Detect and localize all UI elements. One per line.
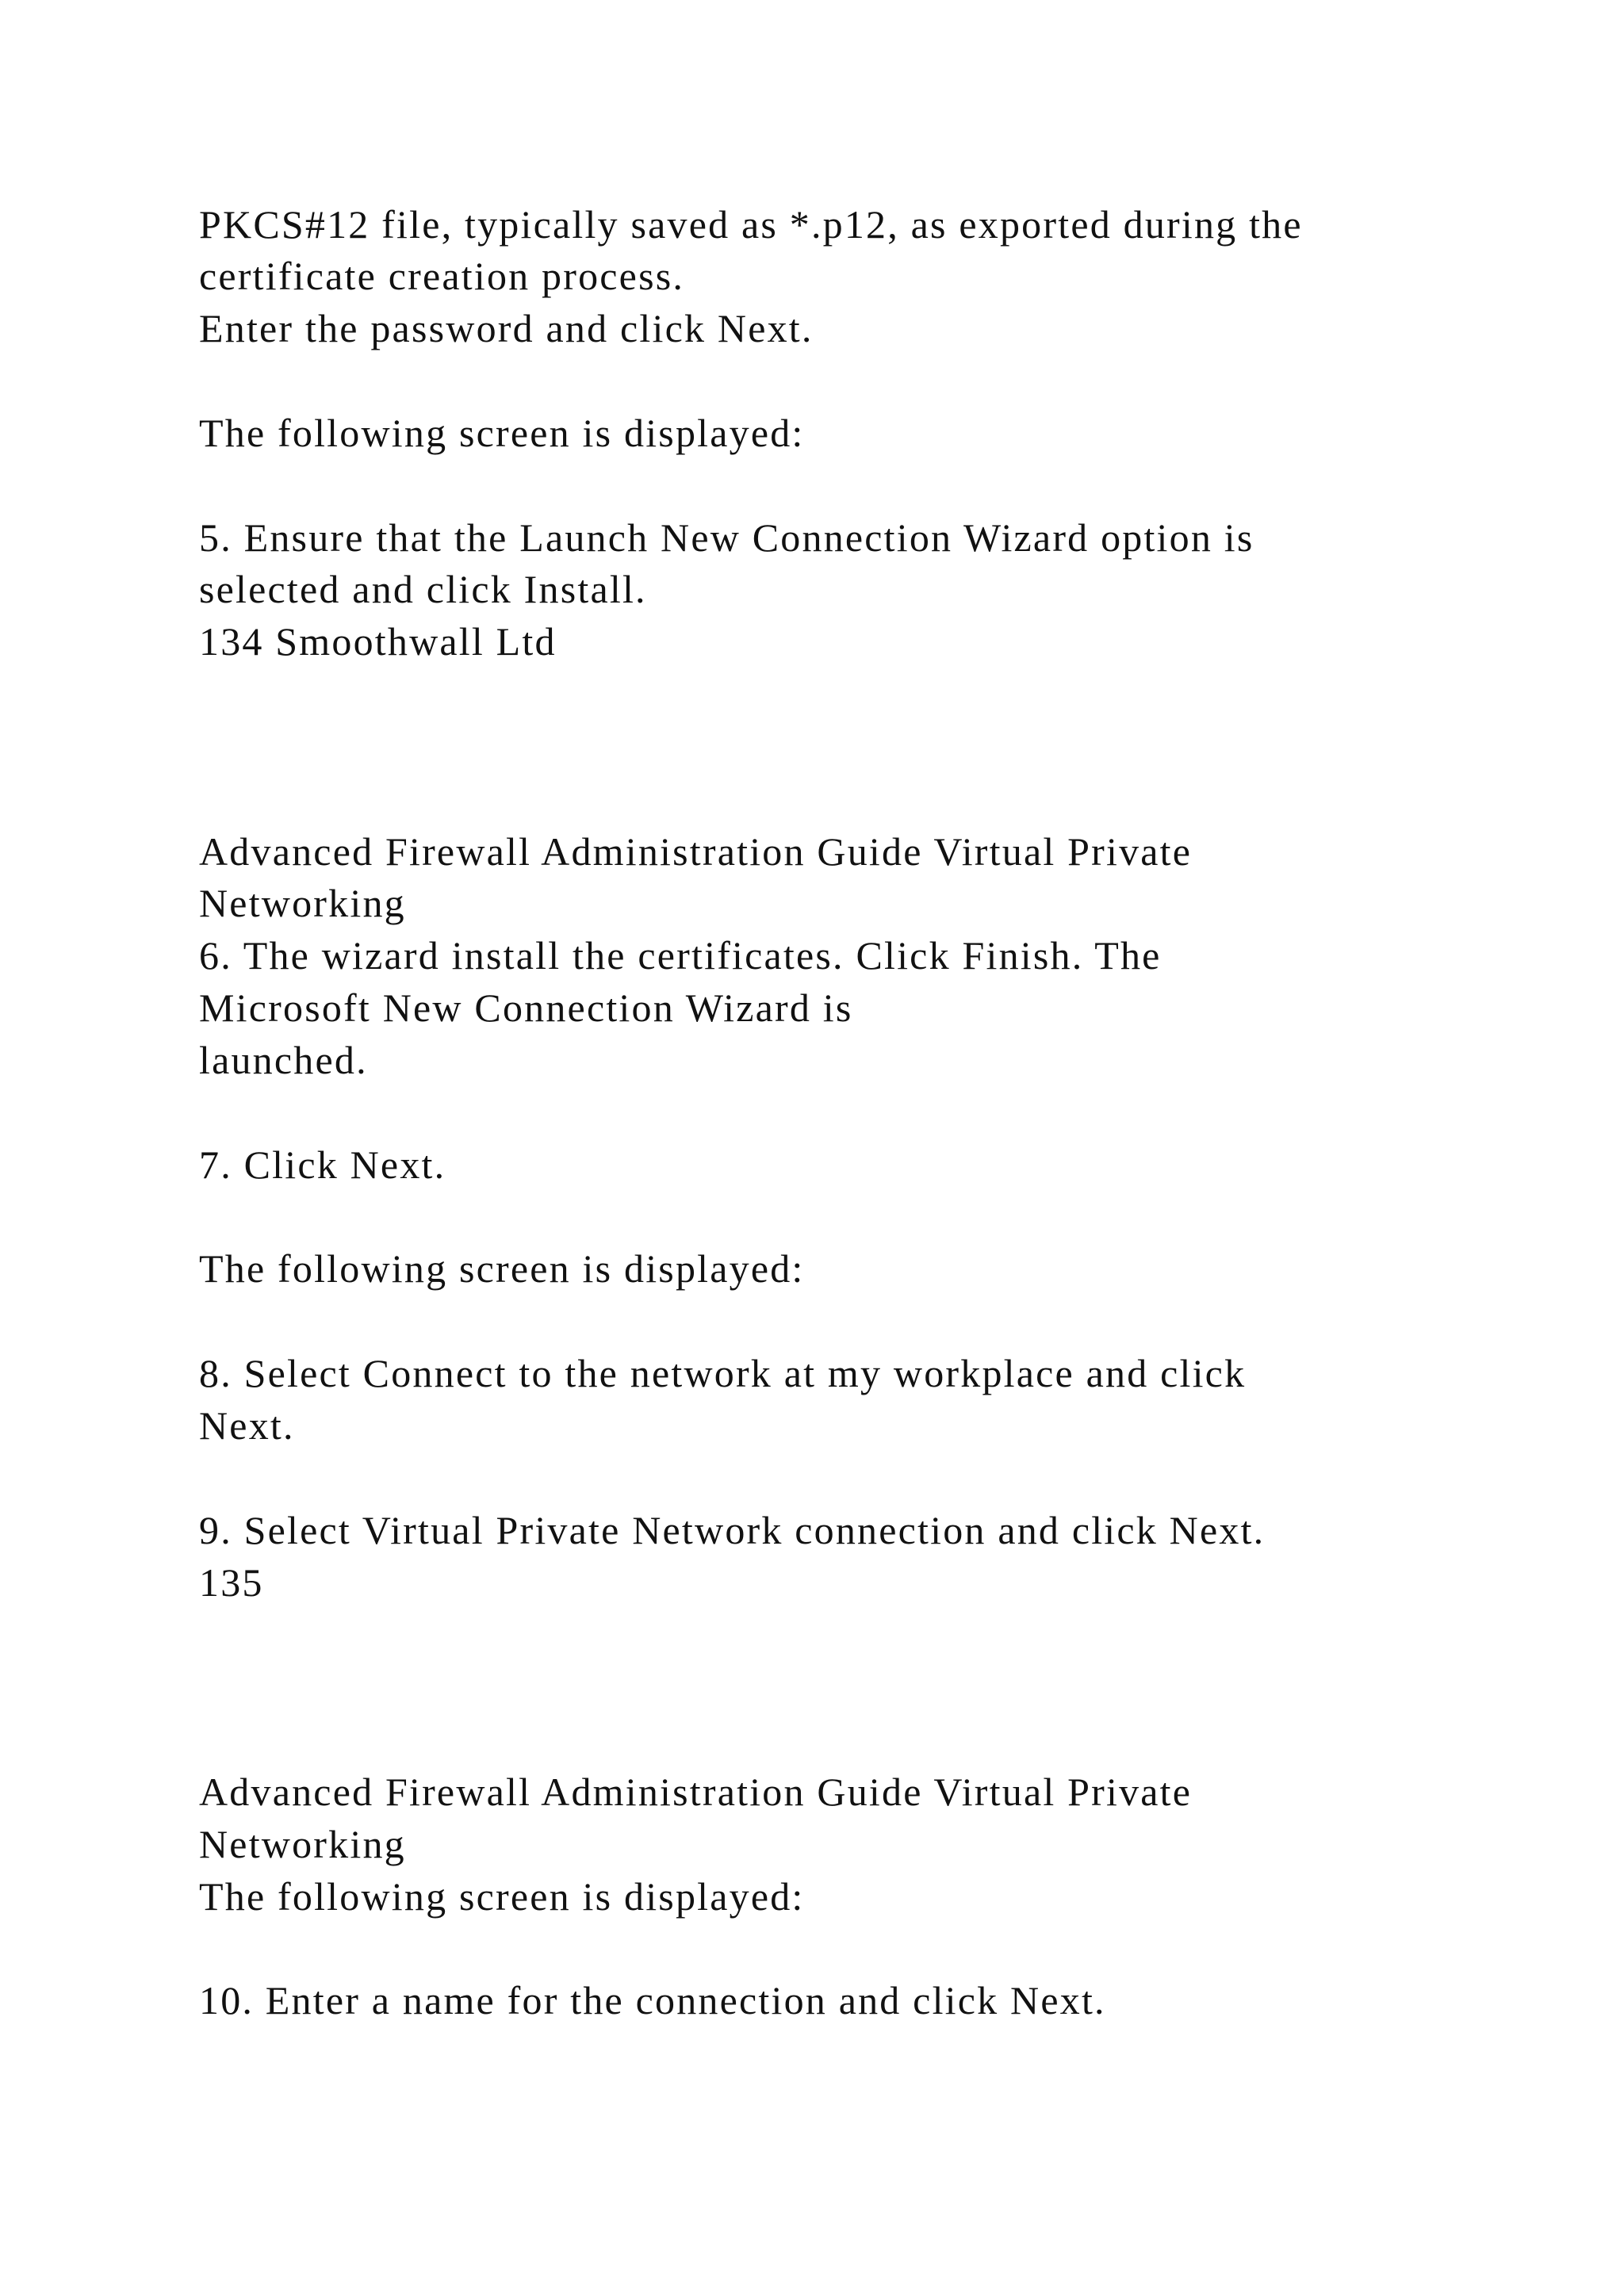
section-header: Networking (199, 881, 406, 925)
text-line: Microsoft New Connection Wizard is (199, 985, 853, 1030)
text-line: 5. Ensure that the Launch New Connection Wizard option is (199, 515, 1254, 560)
section-header: Advanced Firewall Administration Guide Virtual Private (199, 829, 1193, 874)
text-line: launched. (199, 1038, 368, 1082)
text-line: 6. The wizard install the certificates. Click Finish. The (199, 933, 1162, 978)
text-line: Next. (199, 1403, 295, 1448)
text-line: PKCS#12 file, typically saved as *.p12, as exported during the (199, 202, 1303, 247)
page-number: 135 (199, 1560, 264, 1605)
section-header: Networking (199, 1822, 406, 1866)
text-line: 9. Select Virtual Private Network connection and click Next. (199, 1508, 1266, 1552)
text-line: 7. Click Next. (199, 1142, 446, 1187)
text-line: The following screen is displayed: (199, 1246, 805, 1291)
text-line: selected and click Install. (199, 567, 647, 611)
text-line: 8. Select Connect to the network at my workplace and click (199, 1351, 1247, 1395)
text-line: The following screen is displayed: (199, 411, 805, 455)
text-line: certificate creation process. (199, 254, 685, 298)
text-line: Enter the password and click Next. (199, 306, 814, 350)
page-footer: 134 Smoothwall Ltd (199, 619, 557, 664)
text-line: The following screen is displayed: (199, 1874, 805, 1919)
text-line: 10. Enter a name for the connection and click Next. (199, 1978, 1106, 2022)
section-header: Advanced Firewall Administration Guide Virtual Private (199, 1770, 1193, 1814)
